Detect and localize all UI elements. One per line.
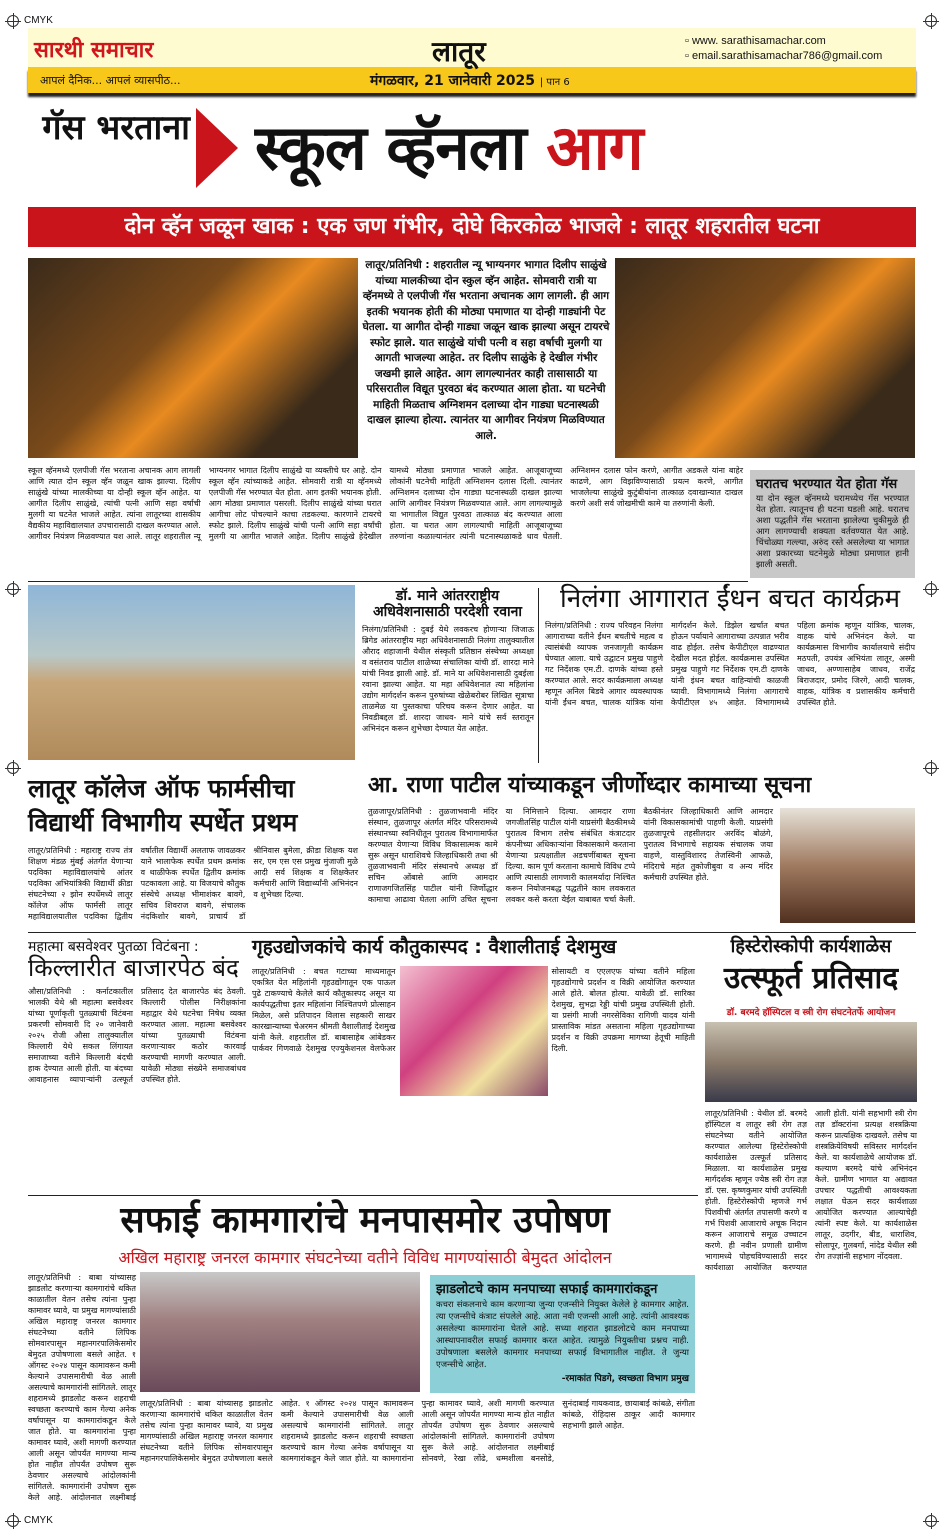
newspaper-brand: सारथी समाचार <box>34 38 154 63</box>
lead-intro: लातूर/प्रतिनिधी : शहरातील न्यू भाग्यनगर भागात दिलीप साळुंखे यांच्या मालकीच्या दोन स्कुल व्हॅन आहेत. सोमवारी रात्री या व्हॅनमध्ये ते एलपीजी गॅस भरताना अचानक आग लागली. ही आग इतकी भयानक होती की मोठ्या पमाणात या दोन्ही गाड्यांनी पेट घेतला. या आगीत दोन्ही गाड्या जळून खाक झाल्या असून टायरचे स्फोट झाले. यात साळुंखे यांची पत्नी व सहा वर्षाची मुलगी या आगती भाजल्या आहेत. तर दिलीप साळुंके हे देखील गंभीर जखमी झाले आहेत. आग लागल्यानंतर काही तासासाठी या परिसरातील विद्यूत पुरवठा बंद करण्यात आला होता. या घटनेची माहिती मिळताच अग्निशमन दलाच्या दोन गाड्या घटनास्थळी दाखल झाल्या होत्या. त्यानंतर या आगीवर नियंत्रण मिळविण्यात आले. <box>362 259 610 442</box>
lead-banner: दोन व्हॅन जळून खाक : एक जण गंभीर, दोघे किरकोळ भाजले : लातूर शहरातील घटना <box>28 207 916 247</box>
safai-box-text: कचरा संकलनाचे काम करणाऱ्या जुन्या एजन्सीने नियुक्त केलेले हे कामगार आहेत. त्या एजन्सीचे कंत्राट संपलेले आहे. आता नवी एजन्सी आली आहे. त्यांनी आवश्यक असलेल्या कामगारांना घेतले आहे. सध्या शहरात झाडलोटचे काम मनपाच्या आस्थापनावरील सफाई कामगार करत आहेत. त्यामुळे नियुक्तीचा प्रश्नच नाही. उपोषणाला बसलेले कामगार मनपाच्या सफाई विभागातील नाहीत. ते जुन्या एजन्सीचे आहेत. <box>436 1300 689 1370</box>
contact-info <box>685 34 882 64</box>
issue-date: मंगळवार, 21 जानेवारी 2025 | पान 6 <box>370 73 570 89</box>
nilanga-headline: निलंगा आगारात ईंधन बचत कार्यक्रम <box>559 584 900 614</box>
safai-text: लातूर/प्रतिनिधी : बाबा यांच्यासह झाडलोट करणाऱ्या कामगारांचे थकित काळातील वेतन तसेच त्यांना पुन्हा कामावर घ्यावे, या प्रमुख मागण्यांसाठी अखिल महाराष्ट्र जनरल कामगार संघटनेच्या वतीने लिपिक सोमवारपासून महानगरपालिकेसमोर बेमुदत उपोषणाला बसले आहेत. १ ऑगस्ट २०२४ पासून कामावरून कमी केल्याने उपासमारीची वेळ आली असल्याचे कामगारांनी सांगितले. लातूर शहरामध्ये झाडलोट करून शहराची स्वच्छता करण्याचे काम गेल्या अनेक वर्षापासून या कामगारांकडून केले जात होते. या कामगारांना पुन्हा कामावर घ्यावे, अशी मागणी करण्यात आली असून जोपर्यंत मागण्या मान्य होत नाहीत तोपर्यंत उपोषण सुरू ठेवणार असल्याचे आंदोलकांनी सांगितले. कामगारांनी उपोषण सुरू केले आहे. आंदोलनात लक्ष्मीबाई <box>28 1273 136 1502</box>
hystero-text: लातूर/प्रतिनिधी : येथील डॉ. बरमदे हॉस्पिटल व लातूर स्त्री रोग तज्ञ संघटनेच्या वतीने आयोजित करण्यात आलेल्या हिस्टेरोस्कोपी कार्यशाळेस उत्स्फूर्त प्रतिसाद मिळाला. या कार्यशाळेस प्रमुख मार्गदर्शक म्हणून ज्येष्ठ स्त्री रोग तज्ञ डॉ. एस. कृष्णकुमार यांची उपस्थिती होती. हिस्टेरोस्कोपी म्हणजे गर्भ पिशवीची अंतर्गत तपासणी करणे व गर्भ पिशवी आजाराचे अचूक निदान करून आजाराचे समूळ उच्चाटन करणे. ही नवीन प्रणाली ग्रामीण भागामध्ये पोहचविण्यासाठी सदर कार्यशाळा आयोजित करण्यात आली होती. यांनी सहभागी स्त्री रोग तज्ञ डॉक्टरांना प्रत्यक्ष शस्त्रक्रिया करून प्रात्यक्षिक दाखवले. तसेच या शस्त्रक्रियेविषयी सविस्तर मार्गदर्शन केले. या कार्यशाळेचे आयोजक डॉ. कल्याण बरमदे यांचे अभिनंदन केले. ग्रामीण भागात या अद्यावत उपचार पद्धतीची आवश्यकता लक्षात घेऊन सदर कार्यशाळा आयोजित करण्यात आल्याचेही त्यांनी स्पष्ट केले. या कार्यशाळेस लातूर, उदगीर, बीड, धाराशिव, सोलापूर, गुलबर्गा, नांदेड येथील स्त्री रोग तज्ज्ञांनी सहभाग नोंदवला. <box>705 1109 917 1272</box>
cmyk-mark: CMYK <box>24 15 53 26</box>
basav-headline: किल्लारीत बाजारपेठ बंद <box>28 954 239 982</box>
fire-photo-left <box>28 258 358 458</box>
safai-box <box>430 1275 695 1393</box>
arrow-icon <box>196 108 238 188</box>
basav-kicker: महात्मा बसवेश्वर पुतळा विटंबना : <box>28 939 199 955</box>
registration-mark <box>7 762 19 774</box>
lead-sidebar-box <box>750 470 915 578</box>
registration-mark <box>7 15 19 27</box>
divider <box>28 932 916 933</box>
registration-mark <box>7 583 19 595</box>
fire-photo-right <box>615 258 915 458</box>
gruha-headline: गृहउद्योजकांचे कार्य कौतुकास्पद : वैशालीताई देशमुख <box>252 936 617 958</box>
registration-mark <box>925 583 937 595</box>
divider <box>28 1195 698 1196</box>
safai-box-title: झाडलोटचे काम मनपाच्या सफाई कामगारांकडून <box>436 1282 658 1297</box>
divider <box>538 588 539 763</box>
registration-mark <box>925 15 937 27</box>
tagline: आपलं दैनिक... आपलं व्यासपीठ... <box>40 74 181 87</box>
gruha-photo <box>400 966 548 1096</box>
hystero-photo <box>705 1022 917 1102</box>
javelin-photo <box>28 585 355 760</box>
registration-mark <box>925 762 937 774</box>
hystero-subhead: डॉ. बरमदे हॉस्पिटल व स्त्री रोग संघटनेतर्फे आयोजन <box>726 1008 896 1018</box>
rana-text: तुळजापूर/प्रतिनिधी : तुळजाभवानी मंदिर संस्थान, तुळजापूर अंतर्गत मंदिर परिसरामध्ये संस्थानच्या स्वनिधीतून पुरातत्व विभागामार्फत करण्यात येणाऱ्या विविध विकासात्मक कामे सुरू असून धाराशिवचे जिल्हाधिकारी तथा श्री तुळजाभवानी मंदिर संस्थानचे अध्यक्ष डॉ सचिन ओंबासे आणि आमदार राणाजगजितसिंह पाटील यांनी जिर्णोद्धार कामाचा आढावा घेतला आणि उचित सूचना या निमित्ताने दिल्या. आमदार राणा जगजीतसिंह पाटील यांनी याप्रसंगी बैठकीमध्ये पुरातत्व विभाग तसेच संबंधित कंत्राटदार कंपनीच्या अधिकाऱ्यांना विकासकामे करताना येणाऱ्या प्रत्यक्षातील अडचणींबाबत सूचना दिल्या. काम पूर्ण करताना कामाचे विविध टप्पे आणि त्यासाठी लागणारी कालमर्यादा निश्चित करून नियोजनबद्ध पद्धतीने काम लवकरात लवकर कसे करता येईल याबाबत चर्चा केली. बैठकीनंतर जिल्हाधिकारी आणि आमदार यांनी विकासकामांची पाहणी केली. याप्रसंगी तुळजापूरचे तहसीलदार अरविंद बोळंगे, पुरातत्व विभागाचे सहायक संचालक जया वाहणे, वास्तुविशारद तेजस्विनी आफळे, मंदिराचे महंत तुकोजीबुवा व अन्य मंदिर कर्मचारी उपस्थित होते. <box>368 807 773 904</box>
hystero-headline: उत्स्फूर्त प्रतिसाद <box>723 961 899 996</box>
lead-headline: स्कूल व्हॅनला आग <box>255 111 643 184</box>
bullet-icon: ▫ <box>685 35 692 47</box>
mane-headline: डॉ. माने आंतरराष्ट्रीय अधिवेशनासाठी परदेशी रवाना <box>372 588 523 621</box>
page-number: | पान 6 <box>539 77 570 88</box>
safai-box-quote: -रमाकांत पिडगे, स्वच्छता विभाग प्रमुख <box>561 1374 689 1384</box>
mane-text: निलंगा/प्रतिनिधी : दुबई येथे लवकरच होणाऱ्या जिजाऊ ब्रिगेड आंतरराष्ट्रीय महा अधिवेशनासाठी निलंगा तालुक्यातील औराद शहाजानी येथील संस्कृती प्रतिष्ठान संस्थेच्या अध्यक्षा व वसंतराव पाटील शाळेच्या संचालिका यांची डॉ. शारदा माने यांची निवड झाली आहे. डॉ. माने या अधिवेशनासाठी दुबईला रवाना झाल्या आहेत. या महा अधिवेशनात त्या महिलांना उद्योग मार्गदर्शन करून पुरुषांच्या खेळेबरोबर लिखित सूत्राचा ताळमेळ या पुस्तकाचा परिचय करून देणार आहेत. या निवडीबद्दल डॉ. शारदा जाधव- माने यांचे सर्व स्तरातून अभिनंदन करून शुभेच्छा देण्यात येत आहेत. <box>362 625 534 733</box>
lead-kicker: गॅस भरताना <box>42 108 190 148</box>
gruha-text: लातूर/प्रतिनिधी : बचत गटाच्या माध्यमातून एकत्रित येत महिलांनी गृहउद्योगातून एक पाऊल पुढे टाकण्याचे केलेले कार्य कौतुकास्पद असून या कार्यपद्धतीचा इतर महिलांना निश्चितपणे प्रोत्साहन मिळेल, असे प्रतिपादन विलास सहकारी साखर कारखान्याच्या चेअरमन श्रीमती वैशालीताई देशमुख यांनी केले. शहरातील डॉ. बाबासाहेब आंबेडकर पार्कवर गिणवाळे देशमुख एज्युकेशनल वेलफेअर सोसायटी व एएलएफ यांच्या वतीने महिला गृहउद्योगाचे प्रदर्शन व विक्री आयोजित करण्यात आले होते. बोलत होत्या. यावेळी डॉ. सारिका देशमुख, सुभद्रा रेड्डी यांची प्रमुख उपस्थिती होती. या प्रसंगी माजी नगरसेविका रागिणी यादव यांनी प्रास्ताविक मांडत असताना महिला गृहउद्योगाच्या प्रदर्शन व विक्री उपक्रमा मागच्या हेतूची माहिती दिली. <box>252 967 695 1053</box>
college-headline: लातूर कॉलेज ऑफ फार्मसीचा विद्यार्थी विभागीय स्पर्धेत प्रथम <box>28 774 298 837</box>
bullet-icon: ▫ <box>685 50 692 62</box>
website-link[interactable]: www. sarathisamachar.com <box>691 35 826 47</box>
cmyk-mark: CMYK <box>24 1515 53 1526</box>
hystero-headline-top: हिस्टेरोस्कोपी कार्यशाळेस <box>730 936 892 957</box>
rana-headline: आ. राणा पाटील यांच्याकडून जीर्णोध्दार कामाच्या सूचना <box>368 773 812 798</box>
lead-body: स्कूल व्हॅनमध्ये एलपीजी गॅस भरताना अचानक आग लागली आणि त्यात दोन स्कूल व्हॅन जळून खाक झाल्या. दिलीप साळुंखे यांच्या मालकीच्या या दोन्ही स्कूल व्हॅन आहेत. या आगीत दिलीप साळुंखे, त्यांची पत्नी आणि सहा वर्षाची मुलगी या घटनेत भाजले आहेत. त्यांना लातूरच्या शासकीय वैद्यकीय महाविद्यालयात उपचारासाठी दाखल करण्यात आले. आगीवर नियंत्रण मिळवण्यात यश आले. लातूर शहरातील न्यू भाग्यनगर भागात दिलीप साळुंखे या व्यक्तीचे घर आहे. दोन स्कूल व्हॅन त्यांच्याकडे आहेत. सोमवारी रात्री या व्हॅनमध्ये एलपीजी गॅस भरण्यात येत होता. आग इतकी भयानक होती. आग मोठ्या प्रमाणात पसरली. दिलीप साळुंखे यांच्या घरात आगीचा लोट पोचल्याने काचा तडकल्या. कारणाने टायरचे स्फोट झाले. दिलीप साळुंखे यांची पत्नी आणि सहा वर्षांची मुलगी या आगीत भाजले आहेत. दिलीप साळुंखे हेदेखील यामध्ये मोठ्या प्रमाणात भाजले आहेत. आजूबाजूच्या लोकांनी घटनेची माहिती अग्निशमन दलास दिली. त्यानंतर अग्निशमन दलाच्या दोन गाड्या घटनास्थळी दाखल झाल्या आणि आगीवर नियंत्रण मिळवण्यात आले. आग लागल्यामुळे या भागातील विद्युत पुरवठा तात्काळ बंद करण्यात आला होता. या घरात आग लागल्याची माहिती आजूबाजूच्या तरुणांना कळाल्यानंतर त्यांनी घटनास्थळाकडे धाव घेतली. अग्निशमन दलास फोन करणे, आगीत अडकले यांना बाहेर काढणे, आग विझविण्यासाठी प्रयत्न करणे, आगीत भाजलेल्या साळुंखे कुटुंबीयांना तात्काळ दवाखान्यात दाखल करणे अशी सर्व जोखमीची कामे या तरुणांनी केली. <box>28 466 743 541</box>
college-text: लातूर/प्रतिनिधी : महाराष्ट्र राज्य तंत्र शिक्षण मंडळ मुंबई अंतर्गत येणाऱ्या पदविका महाविद्यालयांचे आंतर पदविका अभियांत्रिकी विद्यार्थी क्रीडा संघटनेच्या २ झोन स्पर्धेमध्ये लातूर कॉलेज ऑफ फार्मसी लातूर महाविद्यालयातील पदविका द्वितीय वर्षातील विद्यार्थी अलताफ जावळकर याने भालाफेक स्पर्धेत प्रथम क्रमांक व थाळीफेक स्पर्धेत द्वितीय क्रमांक पटकावला आहे. या विजयाचे कौतुक संस्थेचे अध्यक्ष भीमाशंकर बावगे, सचिव शिवराज बावगे, संचालक नंदकिशोर बावगे, प्राचार्य डॉ श्रीनिवास बुमेला, क्रीडा शिक्षक यश सर, एम एस एस प्रमुख मुंजाजी मुळे आदी सर्व शिक्षक व शिक्षकेतर कर्मचारी आणि विद्यार्थ्यांनी अभिनंदन व शुभेच्छा दिल्या. <box>28 846 358 921</box>
divider <box>28 581 748 582</box>
registration-mark <box>925 1515 937 1527</box>
sidebar-title: घरातच भरण्यात येत होता गॅस <box>756 477 898 492</box>
rana-photo <box>780 808 915 923</box>
protest-photo <box>140 1272 420 1392</box>
basav-text: औसा/प्रतिनिधी : कर्नाटकातील भालकी येथे श्री महात्मा बसवेश्वर यांच्या पूर्णाकृती पुतळ्याची विटंबना प्रकरणी सोमवारी दि २० जानेवारी २०२५ रोजी औसा तालुक्यातील किल्लारी येथे सकल लिंगायत समाजाच्या वतीने किल्लारी बंदची हाक देण्यात आली होती. या बंदच्या आवाहनास व्यापाऱ्यांनी उत्स्फूर्त प्रतिसाद देत बाजारपेठ बंद ठेवली. किल्लारी पोलीस निरीक्षकांना महाद्वार येथे घटनेचा निषेध व्यक्त करण्यात आला. महात्मा बसवेश्वर यांच्या पुतळ्याची विटंबना करणाऱ्यावर कठोर कारवाई करण्याची मागणी करण्यात आली. यावेळी मोठ्या संख्येने समाजबांधव उपस्थित होते. <box>28 987 246 1084</box>
edition-city: लातूर <box>432 35 486 68</box>
sidebar-text: या दोन स्कूल व्हॅनमध्ये घरामध्येच गॅस भरण्यात येत होता. त्यातूनच ही घटना घडली आहे. घरातच अशा पद्धतीने गॅस भरताना झालेल्या चुकीमुळे ही आग लागण्याची शक्यता वर्तवण्यात येत आहे. चिंचोळ्या गल्ल्या, अरुंद रस्ते असलेल्या या भागात अशा प्रकारच्या घटनेमुळे मोठ्या प्रमाणात हानी झाली असती. <box>756 494 909 570</box>
email-link[interactable]: email.sarathisamachar786@gmail.com <box>691 50 883 62</box>
safai-subhead: अखिल महाराष्ट्र जनरल कामगार संघटनेच्या वतीने विविध मागण्यांसाठी बेमुदत आंदोलन <box>118 1248 612 1267</box>
safai-headline: सफाई कामगारांचे मनपासमोर उपोषण <box>120 1200 610 1241</box>
nilanga-text: निलंगा/प्रतिनिधी : राज्य परिवहन निलंगा आगाराच्या वतीने ईंधन बचतीचे महत्व व त्यासंबंधी व्यापक जनजागृती कार्यक्रम घेण्यात आला. याचे उद्घाटन प्रमुख पाहुणे गट निर्देशक एम.टी. दाणके यांच्या हस्ते करण्यात आले. सदर कार्यक्रमाला अध्यक्ष म्हणून अनिल बिडवे आगार व्यवस्थापक यांनी ईंधन बचत, चालक यांत्रिक यांना मार्गदर्शन केले. डिझेल खर्चात बचत होऊन पर्यायाने आगाराच्या उत्पन्नात भरीव वाढ होईल. तसेच केपीटीएल वाढण्यात देखील मदत होईल. कार्यक्रमास उपस्थित प्रमुख पाहुणे गट निर्देशक एम.टी दाणके यांनी इंधन बचत वाहिन्यांची काळजी घ्यावी. विभागामध्ये निलंगा आगाराचे केपीटीएल ४५ आहेत. विभागामध्ये पहिला क्रमांक म्हणून यांत्रिक, चालक, वाहक यांचे अभिनंदन केले. या कार्यक्रमास विभागीय कार्यालयाचे संदीप मठपती, उपयंत्र अभियंता लातूर, अस्मी जाधव, अण्णासाहेब जाधव, राजेंद्र बिराजदार, प्रमोद जिरगे, आदी चालक, वाहक, यांत्रिक व प्रशासकीय कर्मचारी उपस्थित होते. <box>545 621 915 707</box>
registration-mark <box>7 1515 19 1527</box>
safai-text-continued: लातूर/प्रतिनिधी : बाबा यांच्यासह झाडलोट करणाऱ्या कामगारांचे थकित काळातील वेतन तसेच त्यांना पुन्हा कामावर घ्यावे, या प्रमुख मागण्यांसाठी अखिल महाराष्ट्र जनरल कामगार संघटनेच्या वतीने लिपिक सोमवारपासून महानगरपालिकेसमोर बेमुदत उपोषणाला बसले आहेत. १ ऑगस्ट २०२४ पासून कामावरून कमी केल्याने उपासमारीची वेळ आली असल्याचे कामगारांनी सांगितले. लातूर शहरामध्ये झाडलोट करून शहराची स्वच्छता करण्याचे काम गेल्या अनेक वर्षापासून या कामगारांकडून केले जात होते. या कामगारांना पुन्हा कामावर घ्यावे, अशी मागणी करण्यात आली असून जोपर्यंत मागण्या मान्य होत नाहीत तोपर्यंत उपोषण सुरू ठेवणार असल्याचे आंदोलकांनी सांगितले. कामगारांनी उपोषण सुरू केले आहे. आंदोलनात लक्ष्मीबाई सोनवणे, रेखा लोंढे, धम्मशीला बनसोडे, सुनंदाबाई गायकवाड, छायाबाई कांबळे, संगीता कांबळे, रोहिदास ठाकूर आदी कामगार सहभागी झाले आहेत. <box>140 1399 695 1463</box>
